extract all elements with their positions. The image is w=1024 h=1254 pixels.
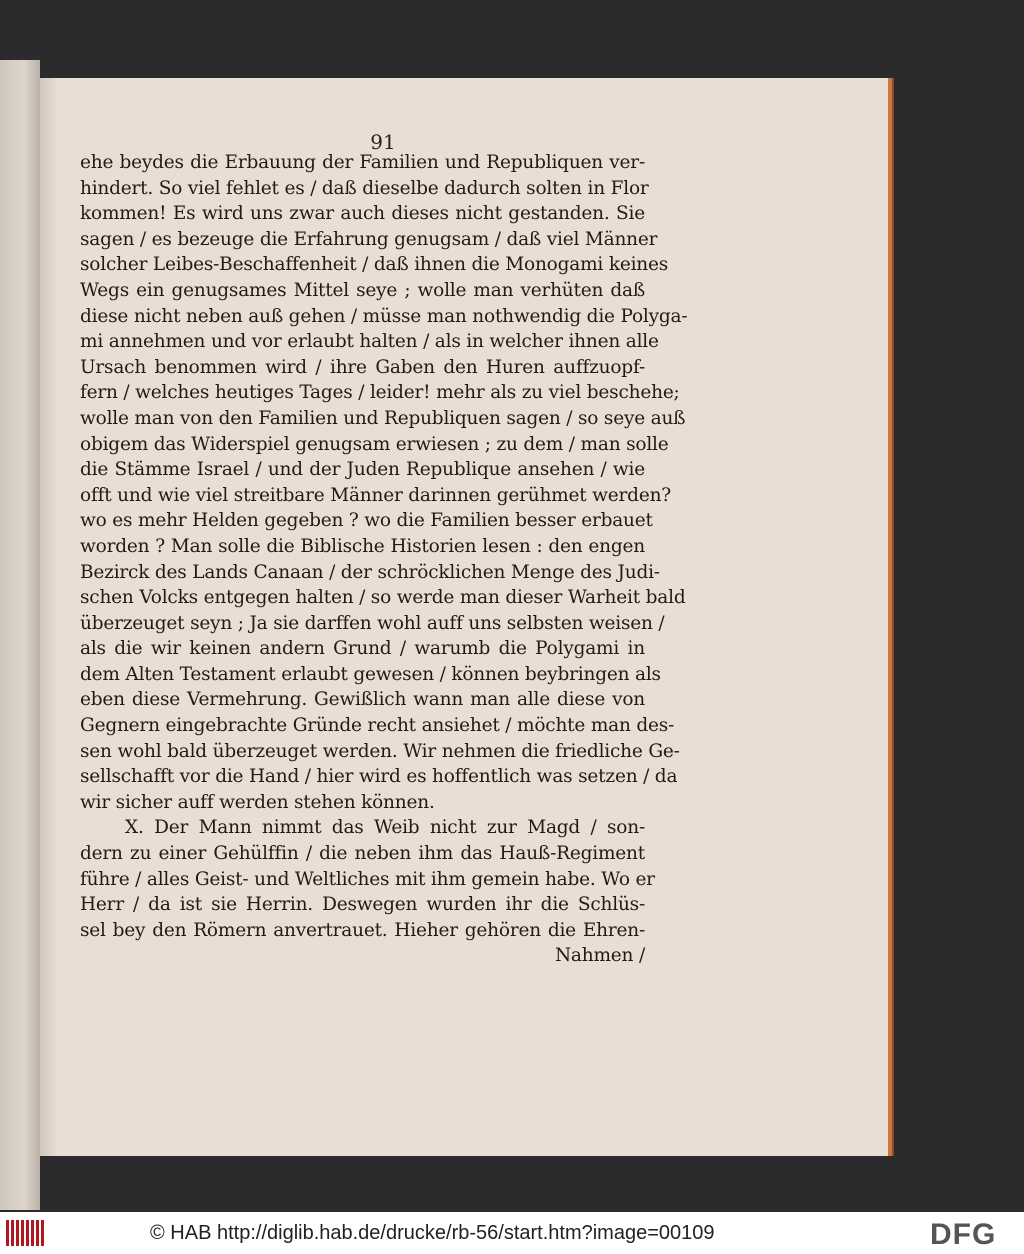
text-line: überzeuget seyn ; Ja sie darffen wohl auff uns selbsten weisen / — [80, 612, 665, 634]
text-line: X. Der Mann nimmt das Weib nicht zur Magd / son- — [125, 817, 645, 839]
text-line: Ursach benommen wird / ihre Gaben den Huren auffzuopf- — [80, 356, 645, 378]
text-line: dern zu einer Gehülffin / die neben ihm das Hauß-Regiment — [80, 843, 645, 865]
text-line: diese nicht neben auß gehen / müsse man nothwendig die Polyga- — [80, 305, 688, 327]
text-line: wo es mehr Helden gegeben ? wo die Familien besser erbauet — [80, 510, 653, 532]
text-line: sellschafft vor die Hand / hier wird es hoffentlich was setzen / da — [80, 766, 678, 788]
text-line: Gegnern eingebrachte Gründe recht ansiehet / möchte man des- — [80, 715, 675, 737]
text-line: führe / alles Geist- und Weltliches mit ihm gemein habe. Wo er — [80, 868, 655, 890]
text-line: wir sicher auff werden stehen können. — [80, 791, 435, 813]
text-line: fern / welches heutiges Tages / leider! mehr als zu viel beschehe; — [80, 382, 680, 404]
text-line: Herr / da ist sie Herrin. Deswegen wurden ihr die Schlüs- — [80, 894, 645, 916]
text-line: mi annehmen und vor erlaubt halten / als in welcher ihnen alle — [80, 331, 659, 353]
text-line: Wegs ein genugsames Mittel seye ; wolle man verhüten daß — [80, 279, 645, 301]
page-text — [80, 150, 688, 969]
text-line: sel bey den Römern anvertrauet. Hieher gehören die Ehren- — [80, 919, 645, 941]
text-line: hindert. So viel fehlet es / daß dieselbe dadurch solten in Flor — [80, 177, 649, 199]
text-line: Bezirck des Lands Canaan / der schröcklichen Menge des Judi- — [80, 561, 660, 583]
text-line: sen wohl bald überzeuget werden. Wir nehmen die friedliche Ge- — [80, 740, 680, 762]
text-line: solcher Leibes-Beschaffenheit / daß ihnen die Monogami keines — [80, 254, 669, 276]
adjacent-page-edge — [0, 60, 40, 1210]
dfg-logo: DFG — [930, 1218, 997, 1251]
text-line: ehe beydes die Erbauung der Familien und Republiquen ver- — [80, 152, 645, 173]
text-line: kommen! Es wird uns zwar auch dieses nicht gestanden. Sie — [80, 203, 645, 225]
text-line: wolle man von den Familien und Republiquen sagen / so seye auß — [80, 407, 686, 429]
barcode-icon — [6, 1220, 44, 1246]
text-line: obigem das Widerspiel genugsam erwiesen ; zu dem / man solle — [80, 433, 669, 455]
text-line: eben diese Vermehrung. Gewißlich wann man alle diese von — [80, 689, 645, 711]
text-line: sagen / es bezeuge die Erfahrung genugsam / daß viel Männer — [80, 228, 658, 250]
copyright-link[interactable]: © HAB http://diglib.hab.de/drucke/rb-56/start.htm?image=00109 — [150, 1222, 715, 1244]
text-line: worden ? Man solle die Biblische Historien lesen : den engen — [80, 535, 645, 557]
viewer-footer — [0, 1212, 1024, 1254]
text-line: dem Alten Testament erlaubt gewesen / können beybringen als — [80, 663, 661, 685]
catchword: Nahmen / — [554, 945, 645, 967]
text-line: als die wir keinen andern Grund / warumb die Polygami in — [80, 638, 645, 660]
text-line: offt und wie viel streitbare Männer darinnen gerühmet werden? — [80, 484, 672, 506]
page-number: 91 — [370, 130, 396, 154]
text-line: die Stämme Israel / und der Juden Republique ansehen / wie — [80, 459, 645, 481]
page-gutter-shadow — [40, 78, 58, 1156]
text-line: schen Volcks entgegen halten / so werde man dieser Warheit bald — [80, 587, 686, 609]
